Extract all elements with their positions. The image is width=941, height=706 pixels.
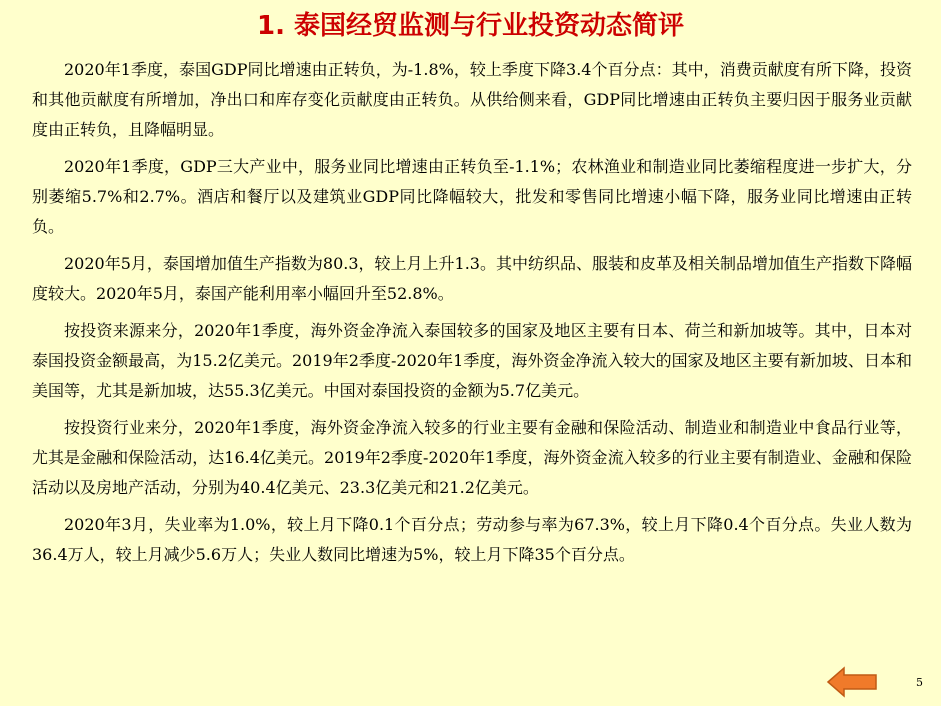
page-number: 5 xyxy=(916,676,923,689)
left-arrow-icon xyxy=(826,666,878,698)
slide-body xyxy=(32,55,912,577)
back-button[interactable] xyxy=(826,666,878,698)
slide-title: 1. 泰国经贸监测与行业投资动态简评 xyxy=(256,11,685,41)
paragraph-industry-gdp: 2020年1季度，GDP三大产业中，服务业同比增速由正转负至-1.1%；农林渔业和制造业同比萎缩程度进一步扩大，分别萎缩5.7%和2.7%。酒店和餐厅以及建筑业GDP同比降幅较大，批发和零售同比增速小幅下降，服务业同比增速由正转负。 xyxy=(32,157,912,236)
paragraph-production-index: 2020年5月，泰国增加值生产指数为80.3，较上月上升1.3。其中纺织品、服装和皮革及相关制品增加值生产指数下降幅度较大。2020年5月，泰国产能利用率小幅回升至52.8%。 xyxy=(32,254,912,303)
paragraph-investment-industry: 按投资行业来分，2020年1季度，海外资金净流入较多的行业主要有金融和保险活动、制造业和制造业中食品行业等，尤其是金融和保险活动，达16.4亿美元。2019年2季度-2020年1季度，海外资金流入较多的行业主要有制造业、金融和保险活动以及房地产活动，分别为40.4亿美元、23.3亿美元和21.2亿美元。 xyxy=(32,418,912,497)
paragraph-investment-source: 按投资来源来分，2020年1季度，海外资金净流入泰国较多的国家及地区主要有日本、荷兰和新加坡等。其中，日本对泰国投资金额最高，为15.2亿美元。2019年2季度-2020年1季度，海外资金净流入较大的国家及地区主要有新加坡、日本和美国等，尤其是新加坡，达55.3亿美元。中国对泰国投资的金额为5.7亿美元。 xyxy=(32,321,912,400)
paragraph-gdp-overview: 2020年1季度，泰国GDP同比增速由正转负，为-1.8%，较上季度下降3.4个百分点：其中，消费贡献度有所下降，投资和其他贡献度有所增加，净出口和库存变化贡献度由正转负。从供给侧来看，GDP同比增速由正转负主要归因于服务业贡献度由正转负，且降幅明显。 xyxy=(32,60,912,139)
paragraph-unemployment: 2020年3月，失业率为1.0%，较上月下降0.1个百分点；劳动参与率为67.3%，较上月下降0.4个百分点。失业人数为36.4万人，较上月减少5.6万人；失业人数同比增速为5%，较上月下降35个百分点。 xyxy=(32,515,912,564)
